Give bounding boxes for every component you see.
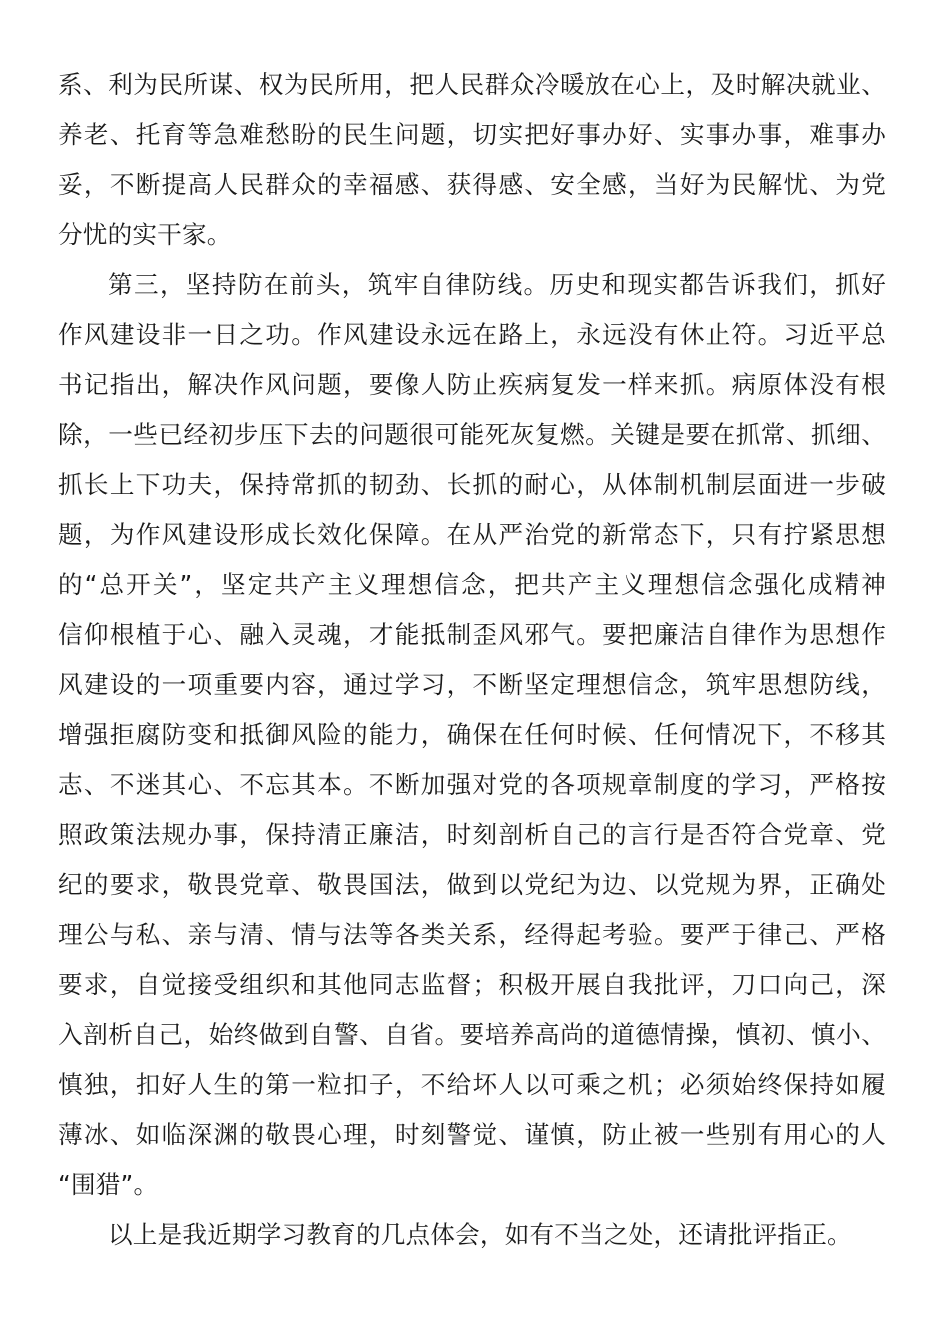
text-line: “围猎”。 bbox=[58, 1170, 159, 1199]
text-line: 照政策法规办事，保持清正廉洁，时刻剖析自己的言行是否符合党章、党 bbox=[58, 820, 886, 849]
text-line: 分忧的实干家。 bbox=[58, 220, 232, 249]
text-line: 除，一些已经初步压下去的问题很可能死灰复燃。关键是要在抓常、抓细、 bbox=[58, 420, 886, 449]
document-body bbox=[58, 60, 886, 1260]
text-line: 要求，自觉接受组织和其他同志监督；积极开展自我批评，刀口向己，深 bbox=[58, 970, 886, 999]
text-line: 养老、托育等急难愁盼的民生问题，切实把好事办好、实事办事，难事办 bbox=[58, 120, 886, 149]
text-line: 理公与私、亲与清、情与法等各类关系，经得起考验。要严于律己、严格 bbox=[58, 920, 886, 949]
text-line: 书记指出，解决作风问题，要像人防止疾病复发一样来抓。病原体没有根 bbox=[58, 370, 886, 399]
text-line: 妥，不断提高人民群众的幸福感、获得感、安全感，当好为民解忧、为党 bbox=[58, 170, 886, 199]
text-line: 慎独，扣好人生的第一粒扣子，不给坏人以可乘之机；必须始终保持如履 bbox=[58, 1070, 886, 1099]
text-line: 增强拒腐防变和抵御风险的能力，确保在任何时候、任何情况下，不移其 bbox=[58, 720, 886, 749]
text-line: 风建设的一项重要内容，通过学习，不断坚定理想信念，筑牢思想防线， bbox=[58, 670, 886, 699]
text-line: 的“总开关”，坚定共产主义理想信念，把共产主义理想信念强化成精神 bbox=[58, 570, 886, 599]
paragraph-3 bbox=[58, 1210, 886, 1260]
text-line: 信仰根植于心、融入灵魂，才能抵制歪风邪气。要把廉洁自律作为思想作 bbox=[58, 620, 886, 649]
text-line: 第三，坚持防在前头，筑牢自律防线。历史和现实都告诉我们，抓好 bbox=[108, 270, 886, 299]
text-line: 薄冰、如临深渊的敬畏心理，时刻警觉、谨慎，防止被一些别有用心的人 bbox=[58, 1120, 886, 1149]
paragraph-2 bbox=[58, 260, 886, 1210]
text-line: 题，为作风建设形成长效化保障。在从严治党的新常态下，只有拧紧思想 bbox=[58, 520, 886, 549]
text-line: 抓长上下功夫，保持常抓的韧劲、长抓的耐心，从体制机制层面进一步破 bbox=[58, 470, 886, 499]
paragraph-1 bbox=[58, 60, 886, 260]
text-line: 作风建设非一日之功。作风建设永远在路上，永远没有休止符。习近平总 bbox=[58, 320, 886, 349]
text-line: 系、利为民所谋、权为民所用，把人民群众冷暖放在心上，及时解决就业、 bbox=[58, 70, 886, 99]
text-line: 入剖析自己，始终做到自警、自省。要培养高尚的道德情操，慎初、慎小、 bbox=[58, 1020, 886, 1049]
text-line: 志、不迷其心、不忘其本。不断加强对党的各项规章制度的学习，严格按 bbox=[58, 770, 886, 799]
text-line: 以上是我近期学习教育的几点体会，如有不当之处，还请批评指正。 bbox=[108, 1220, 852, 1249]
text-line: 纪的要求，敬畏党章、敬畏国法，做到以党纪为边、以党规为界，正确处 bbox=[58, 870, 886, 899]
